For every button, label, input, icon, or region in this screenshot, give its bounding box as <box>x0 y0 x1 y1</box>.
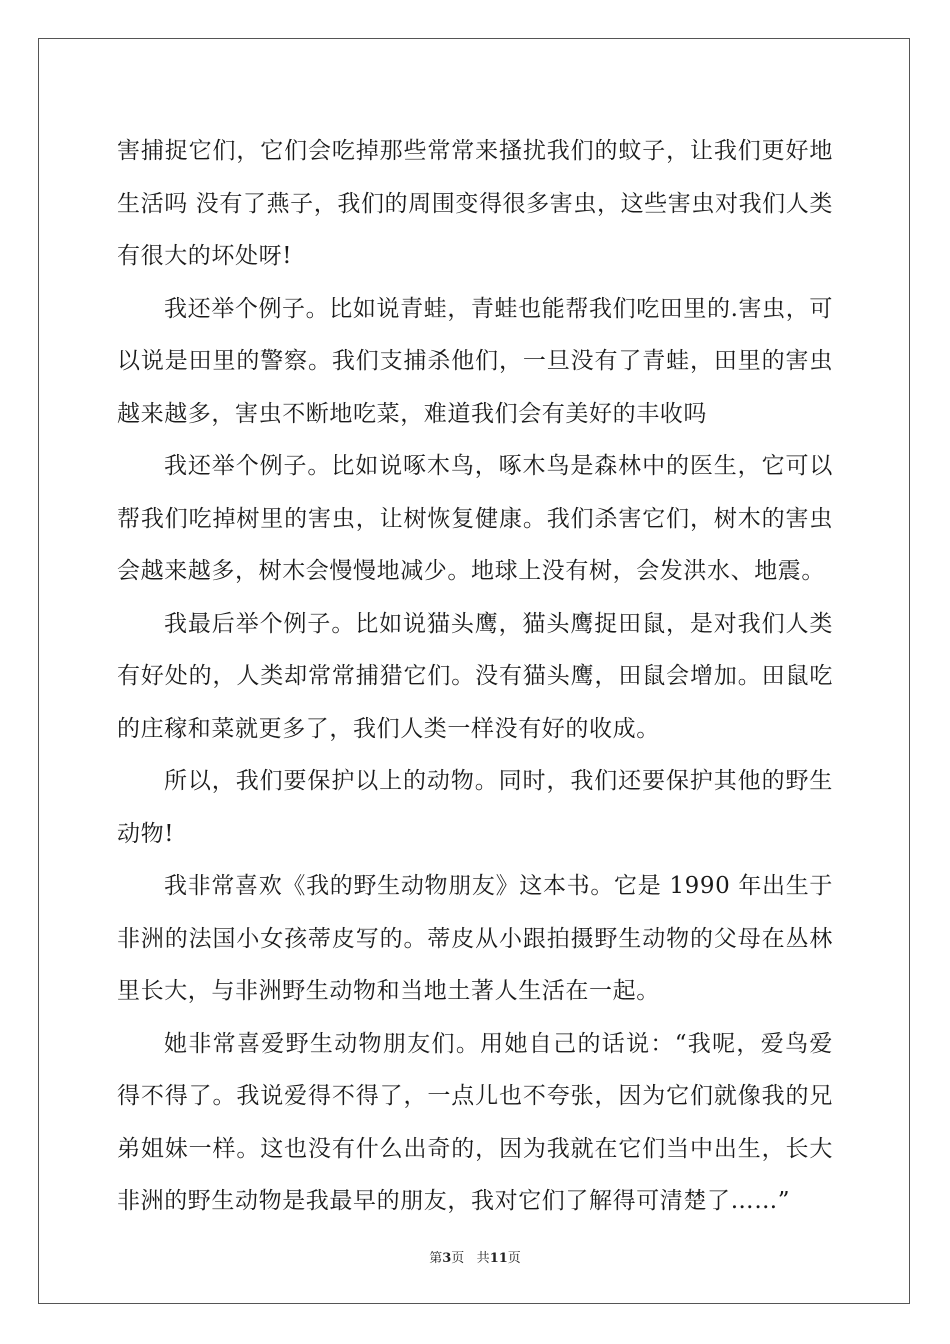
footer-page-total: 11 <box>489 1251 508 1266</box>
footer-total-prefix: 共 <box>476 1251 490 1266</box>
paragraph-5: 所以，我们要保护以上的动物。同时，我们还要保护其他的野生动物! <box>117 768 833 847</box>
paragraph-7: 她非常喜爱野生动物朋友们。用她自己的话说：“我呢，爱鸟爱得不得了。我说爱得不得了，一点儿也不夸张，因为它们就像我的兄弟姐妹一样。这也没有什么出奇的，因为我就在它们当中出生，长大非洲的野生动物是我最早的朋友，我对它们了解得可清楚了……” <box>117 1030 833 1214</box>
paragraph-2: 我还举个例子。比如说青蛙，青蛙也能帮我们吃田里的.害虫，可以说是田里的警察。我们支捕杀他们，一旦没有了青蛙，田里的害虫越来越多，害虫不断地吃菜，难道我们会有美好的丰收吗 <box>117 295 833 427</box>
paragraph-1: 害捕捉它们，它们会吃掉那些常常来搔扰我们的蚊子，让我们更好地生活吗 没有了燕子，我们的周围变得很多害虫，这些害虫对我们人类有很大的坏处呀! <box>117 138 833 269</box>
footer-page-current: 3 <box>442 1251 452 1266</box>
footer-total-unit: 页 <box>507 1251 521 1266</box>
footer-page-unit: 页 <box>451 1251 465 1266</box>
footer-page-prefix: 第 <box>429 1251 443 1266</box>
paragraph-6: 我非常喜欢《我的野生动物朋友》这本书。它是 1990 年出生于非洲的法国小女孩蒂皮写的。蒂皮从小跟拍摄野生动物的父母在丛林里长大，与非洲野生动物和当地土著人生活在一起。 <box>117 873 833 1004</box>
paragraph-3: 我还举个例子。比如说啄木鸟，啄木鸟是森林中的医生，它可以帮我们吃掉树里的害虫，让树恢复健康。我们杀害它们，树木的害虫会越来越多，树木会慢慢地减少。地球上没有树，会发洪水、地震。 <box>117 453 833 584</box>
page-footer <box>0 1247 950 1266</box>
paragraph-4: 我最后举个例子。比如说猫头鹰，猫头鹰捉田鼠，是对我们人类有好处的，人类却常常捕猎它们。没有猫头鹰，田鼠会增加。田鼠吃的庄稼和菜就更多了，我们人类一样没有好的收成。 <box>117 610 833 742</box>
document-body <box>117 125 833 1228</box>
